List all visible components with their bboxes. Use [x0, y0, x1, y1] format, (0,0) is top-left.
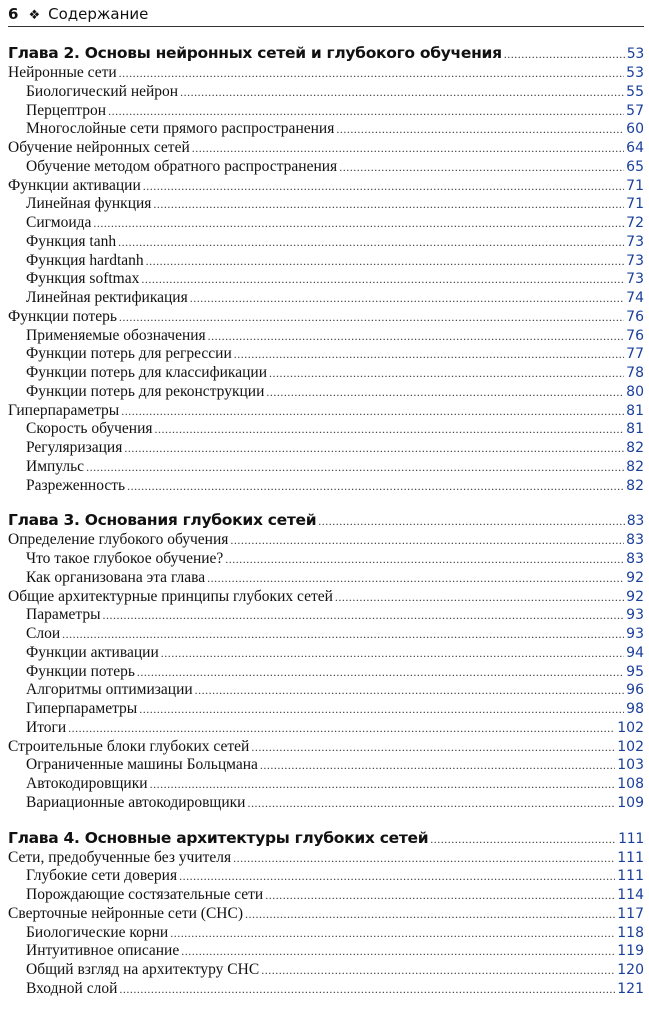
toc-subsection-entry[interactable]	[8, 420, 644, 439]
toc-page-number: 77	[626, 346, 644, 363]
dot-leader	[161, 644, 624, 663]
toc-entry-title: Функции активации	[26, 643, 159, 661]
dot-leader	[146, 252, 625, 271]
dot-leader	[336, 120, 624, 139]
toc-entry-title: Как организована эта глава	[26, 568, 206, 586]
toc-page-number: 76	[626, 308, 644, 325]
toc-chapter	[8, 509, 644, 812]
toc-page-number: 98	[626, 701, 644, 717]
dot-leader	[181, 942, 615, 961]
dot-leader	[261, 961, 615, 980]
toc-entry-title: Функции потерь для реконструкции	[26, 382, 265, 400]
toc-page-number: 74	[626, 290, 644, 306]
toc-entry-title: Биологические корни	[26, 923, 169, 941]
toc-subsection-entry[interactable]	[8, 270, 644, 289]
dot-leader	[62, 625, 624, 644]
toc-page-number: 96	[626, 682, 644, 699]
toc-subsection-entry[interactable]	[8, 214, 644, 233]
toc-entry-title: Импульс	[26, 457, 85, 475]
toc-subsection-entry[interactable]	[8, 120, 644, 139]
toc-entry-title: Итоги	[26, 718, 67, 736]
toc-entry-title: Слои	[26, 625, 61, 642]
toc-section-entry[interactable]	[8, 905, 644, 924]
dot-leader	[260, 756, 615, 775]
dot-leader	[180, 83, 624, 102]
toc-entry-title: Параметры	[26, 606, 101, 624]
toc-page-number: 73	[626, 233, 644, 250]
dot-leader	[153, 195, 624, 214]
toc-page-number: 83	[626, 513, 644, 530]
toc-entry-title: Определение глубокого обучения	[8, 531, 229, 549]
table-of-contents	[8, 42, 644, 1013]
running-title: Содержание	[48, 5, 149, 23]
toc-page-number: 71	[626, 177, 644, 194]
toc-entry-title: Применяемые обозначения	[26, 326, 206, 344]
toc-entry-title: Функция hardtanh	[26, 251, 144, 269]
toc-chapter-heading[interactable]	[8, 827, 644, 849]
dot-leader	[119, 64, 625, 83]
toc-subsection-entry[interactable]	[8, 569, 644, 588]
toc-section-entry[interactable]	[8, 177, 644, 196]
running-header	[8, 4, 644, 24]
toc-chapter	[8, 827, 644, 999]
toc-subsection-entry[interactable]	[8, 794, 644, 813]
toc-page-number: 53	[626, 65, 644, 81]
dot-leader	[247, 794, 615, 813]
toc-section-entry[interactable]	[8, 402, 644, 421]
toc-page-number: 103	[617, 757, 644, 774]
toc-page-number: 92	[626, 569, 644, 586]
dot-leader	[335, 588, 624, 607]
dot-leader	[225, 550, 624, 569]
toc-page-number: 72	[626, 215, 644, 231]
toc-page-number: 102	[617, 719, 644, 736]
toc-page-number: 78	[626, 365, 644, 381]
toc-entry-title: Вариационные автокодировщики	[26, 793, 246, 811]
toc-page-number: 94	[626, 644, 644, 661]
dot-leader	[179, 867, 615, 886]
toc-subsection-entry[interactable]	[8, 383, 644, 402]
toc-entry-title: Сети, предобученные без учителя	[8, 848, 232, 866]
toc-entry-title: Многослойные сети прямого распространения	[26, 120, 335, 138]
dot-leader	[139, 700, 624, 719]
toc-entry-title: Глава 3. Основания глубоких сетей	[8, 511, 317, 530]
dot-leader	[207, 569, 624, 588]
toc-entry-title: Глава 4. Основные архитектуры глубоких сетей	[8, 828, 429, 847]
toc-entry-title: Функция tanh	[26, 232, 117, 250]
dot-leader	[192, 139, 624, 158]
dot-leader	[234, 345, 624, 364]
toc-section-entry[interactable]	[8, 849, 644, 868]
toc-chapter	[8, 42, 644, 495]
toc-subsection-entry[interactable]	[8, 867, 644, 886]
toc-page-number: 76	[626, 327, 644, 344]
dot-leader	[68, 719, 615, 738]
toc-section-entry[interactable]	[8, 588, 644, 607]
toc-page-number: 81	[626, 421, 644, 438]
toc-subsection-entry[interactable]	[8, 961, 644, 980]
dot-leader	[230, 531, 624, 550]
toc-section-entry[interactable]	[8, 139, 644, 158]
toc-page-number: 109	[617, 794, 644, 811]
dot-leader	[245, 905, 615, 924]
dot-leader	[143, 177, 624, 196]
toc-page-number: 111	[617, 849, 644, 866]
toc-subsection-entry[interactable]	[8, 756, 644, 775]
toc-subsection-entry[interactable]	[8, 102, 644, 121]
toc-page-number: 83	[626, 551, 644, 567]
toc-entry-title: Порождающие состязательные сети	[26, 886, 264, 903]
toc-entry-title: Функции потерь для классификации	[26, 364, 267, 381]
toc-page-number: 83	[626, 532, 644, 549]
dot-leader	[208, 327, 625, 346]
dot-leader	[141, 270, 624, 289]
toc-page-number: 121	[617, 980, 644, 997]
dot-leader	[108, 102, 624, 121]
dot-leader	[118, 233, 624, 252]
toc-subsection-entry[interactable]	[8, 663, 644, 682]
toc-subsection-entry[interactable]	[8, 327, 644, 346]
dot-leader	[93, 214, 624, 233]
toc-page-number: 95	[626, 663, 644, 680]
toc-chapter-heading[interactable]	[8, 42, 644, 64]
toc-page-number: 64	[626, 140, 644, 156]
toc-entry-title: Линейная функция	[26, 195, 152, 213]
toc-entry-title: Гиперпараметры	[26, 700, 138, 717]
dot-leader	[195, 681, 625, 700]
toc-page-number: 119	[617, 943, 644, 960]
dot-leader	[269, 364, 624, 383]
toc-entry-title: Перцептрон	[26, 101, 107, 119]
dot-leader	[119, 980, 615, 999]
toc-subsection-entry[interactable]	[8, 233, 644, 252]
dot-leader	[430, 828, 616, 850]
toc-entry-title: Разреженность	[26, 476, 126, 494]
toc-entry-title: Функции потерь	[26, 662, 135, 680]
toc-page-number: 81	[626, 402, 644, 419]
toc-entry-title: Нейронные сети	[8, 64, 117, 81]
toc-section-entry[interactable]	[8, 738, 644, 757]
toc-entry-title: Глава 2. Основы нейронных сетей и глубокого обучения	[8, 44, 502, 62]
toc-entry-title: Скорость обучения	[26, 420, 153, 438]
dot-leader	[251, 738, 615, 757]
toc-entry-title: Интуитивное описание	[26, 942, 180, 960]
dot-leader	[339, 158, 624, 177]
dot-leader	[233, 849, 615, 868]
toc-page-number: 65	[626, 158, 644, 175]
toc-entry-title: Регуляризация	[26, 439, 123, 456]
toc-section-entry[interactable]	[8, 531, 644, 550]
toc-page-number: 93	[626, 626, 644, 642]
dot-leader	[155, 420, 625, 439]
dot-leader	[266, 383, 624, 402]
toc-entry-title: Сигмоида	[26, 214, 92, 231]
toc-entry-title: Функции потерь	[8, 307, 117, 325]
ornament-icon: ❖	[28, 8, 41, 23]
toc-page-number: 55	[626, 83, 644, 100]
toc-page-number: 82	[626, 440, 644, 456]
toc-entry-title: Алгоритмы оптимизации	[26, 681, 193, 699]
toc-subsection-entry[interactable]	[8, 550, 644, 569]
toc-page-number: 92	[626, 588, 644, 605]
toc-entry-title: Функции активации	[8, 176, 141, 194]
toc-entry-title: Обучение нейронных сетей	[8, 139, 190, 156]
toc-page-number: 71	[626, 196, 644, 213]
toc-entry-title: Что такое глубокое обучение?	[26, 550, 224, 567]
toc-subsection-entry[interactable]	[8, 942, 644, 961]
dot-leader	[150, 775, 616, 794]
toc-subsection-entry[interactable]	[8, 606, 644, 625]
toc-entry-title: Линейная ректификация	[26, 289, 188, 306]
toc-page-number: 117	[617, 905, 644, 922]
dot-leader	[86, 458, 624, 477]
dot-leader	[119, 308, 624, 327]
toc-entry-title: Общие архитектурные принципы глубоких сетей	[8, 587, 333, 605]
toc-entry-title: Строительные блоки глубоких сетей	[8, 737, 250, 755]
toc-subsection-entry[interactable]	[8, 886, 644, 905]
toc-subsection-entry[interactable]	[8, 252, 644, 271]
toc-page-number: 60	[626, 121, 644, 138]
toc-entry-title: Автокодировщики	[26, 775, 148, 792]
toc-subsection-entry[interactable]	[8, 681, 644, 700]
toc-page-number: 108	[617, 776, 644, 792]
toc-subsection-entry[interactable]	[8, 439, 644, 458]
toc-page-number: 53	[626, 46, 644, 62]
toc-subsection-entry[interactable]	[8, 289, 644, 308]
toc-section-entry[interactable]	[8, 64, 644, 83]
toc-page-number: 118	[617, 924, 644, 941]
toc-subsection-entry[interactable]	[8, 158, 644, 177]
toc-subsection-entry[interactable]	[8, 345, 644, 364]
toc-subsection-entry[interactable]	[8, 775, 644, 794]
dot-leader	[504, 43, 625, 65]
toc-subsection-entry[interactable]	[8, 644, 644, 663]
header-rule	[8, 26, 644, 27]
toc-subsection-entry[interactable]	[8, 924, 644, 943]
toc-page-number: 73	[626, 252, 644, 269]
toc-page-number: 80	[626, 383, 644, 400]
toc-entry-title: Ограниченные машины Больцмана	[26, 756, 258, 774]
toc-entry-title: Сверточные нейронные сети (СНС)	[8, 904, 243, 922]
toc-page-number: 102	[617, 738, 644, 755]
dot-leader	[103, 606, 625, 625]
toc-entry-title: Биологический нейрон	[26, 82, 179, 100]
toc-subsection-entry[interactable]	[8, 700, 644, 719]
toc-entry-title: Входной слой	[26, 979, 118, 997]
toc-page-number: 57	[626, 102, 644, 119]
toc-entry-title: Обучение методом обратного распространения	[26, 157, 338, 175]
dot-leader	[121, 402, 624, 421]
toc-subsection-entry[interactable]	[8, 83, 644, 102]
dot-leader	[127, 477, 624, 496]
toc-subsection-entry[interactable]	[8, 477, 644, 496]
page-number: 6	[8, 5, 19, 23]
toc-page-number: 111	[618, 830, 644, 847]
toc-entry-title: Общий взгляд на архитектуру СНС	[26, 961, 260, 978]
toc-subsection-entry[interactable]	[8, 980, 644, 999]
toc-page-number: 73	[626, 271, 644, 288]
toc-entry-title: Функции потерь для регрессии	[26, 345, 232, 363]
toc-subsection-entry[interactable]	[8, 195, 644, 214]
toc-section-entry[interactable]	[8, 308, 644, 327]
toc-entry-title: Функция softmax	[26, 270, 140, 288]
toc-subsection-entry[interactable]	[8, 719, 644, 738]
toc-page-number: 111	[617, 868, 644, 885]
dot-leader	[124, 439, 624, 458]
toc-page-number: 120	[617, 962, 644, 978]
toc-page-number: 93	[626, 607, 644, 624]
dot-leader	[190, 289, 624, 308]
toc-entry-title: Гиперпараметры	[8, 401, 120, 419]
toc-page-number: 82	[626, 477, 644, 494]
toc-entry-title: Глубокие сети доверия	[26, 867, 178, 885]
dot-leader	[170, 924, 615, 943]
toc-subsection-entry[interactable]	[8, 625, 644, 644]
dot-leader	[318, 510, 624, 532]
dot-leader	[137, 663, 624, 682]
toc-subsection-entry[interactable]	[8, 364, 644, 383]
toc-chapter-heading[interactable]	[8, 509, 644, 531]
toc-page-number: 82	[626, 458, 644, 475]
toc-page-number: 114	[617, 887, 644, 903]
dot-leader	[265, 886, 615, 905]
toc-subsection-entry[interactable]	[8, 458, 644, 477]
